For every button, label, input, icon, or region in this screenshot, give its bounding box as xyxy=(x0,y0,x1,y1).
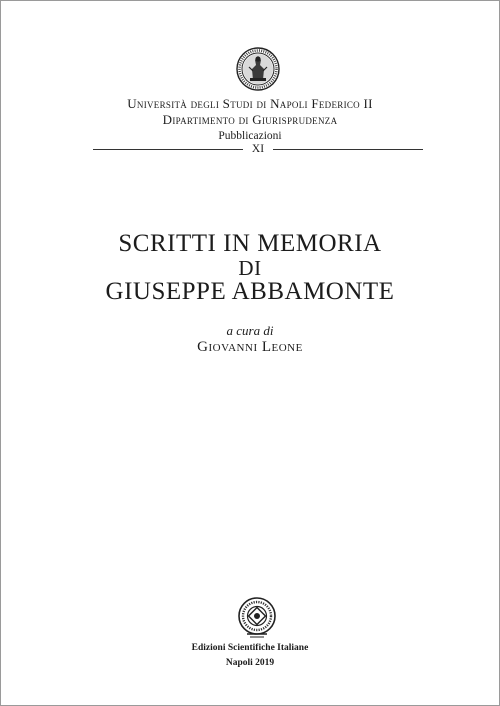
series-number-row xyxy=(93,142,423,156)
book-title-connector: DI xyxy=(238,256,262,280)
editor-name: Giovanni Leone xyxy=(197,339,303,355)
university-name: Università degli Studi di Napoli Federico II xyxy=(127,96,373,111)
book-title-line-1: SCRITTI IN MEMORIA xyxy=(118,230,382,257)
book-title-line-2: GIUSEPPE ABBAMONTE xyxy=(105,278,395,305)
publisher-name: Edizioni Scientifiche Italiane xyxy=(191,643,309,653)
editor-prefix: a cura di xyxy=(226,323,274,338)
series-name: Pubblicazioni xyxy=(218,130,282,142)
department-name: Dipartimento di Giurisprudenza xyxy=(162,112,338,127)
university-seal-icon xyxy=(236,47,280,91)
series-rule-left xyxy=(93,149,243,150)
publisher-logo-icon xyxy=(237,596,277,640)
publication-place-year: Napoli 2019 xyxy=(225,658,275,668)
series-number: XI xyxy=(251,143,265,155)
series-rule-right xyxy=(273,149,423,150)
